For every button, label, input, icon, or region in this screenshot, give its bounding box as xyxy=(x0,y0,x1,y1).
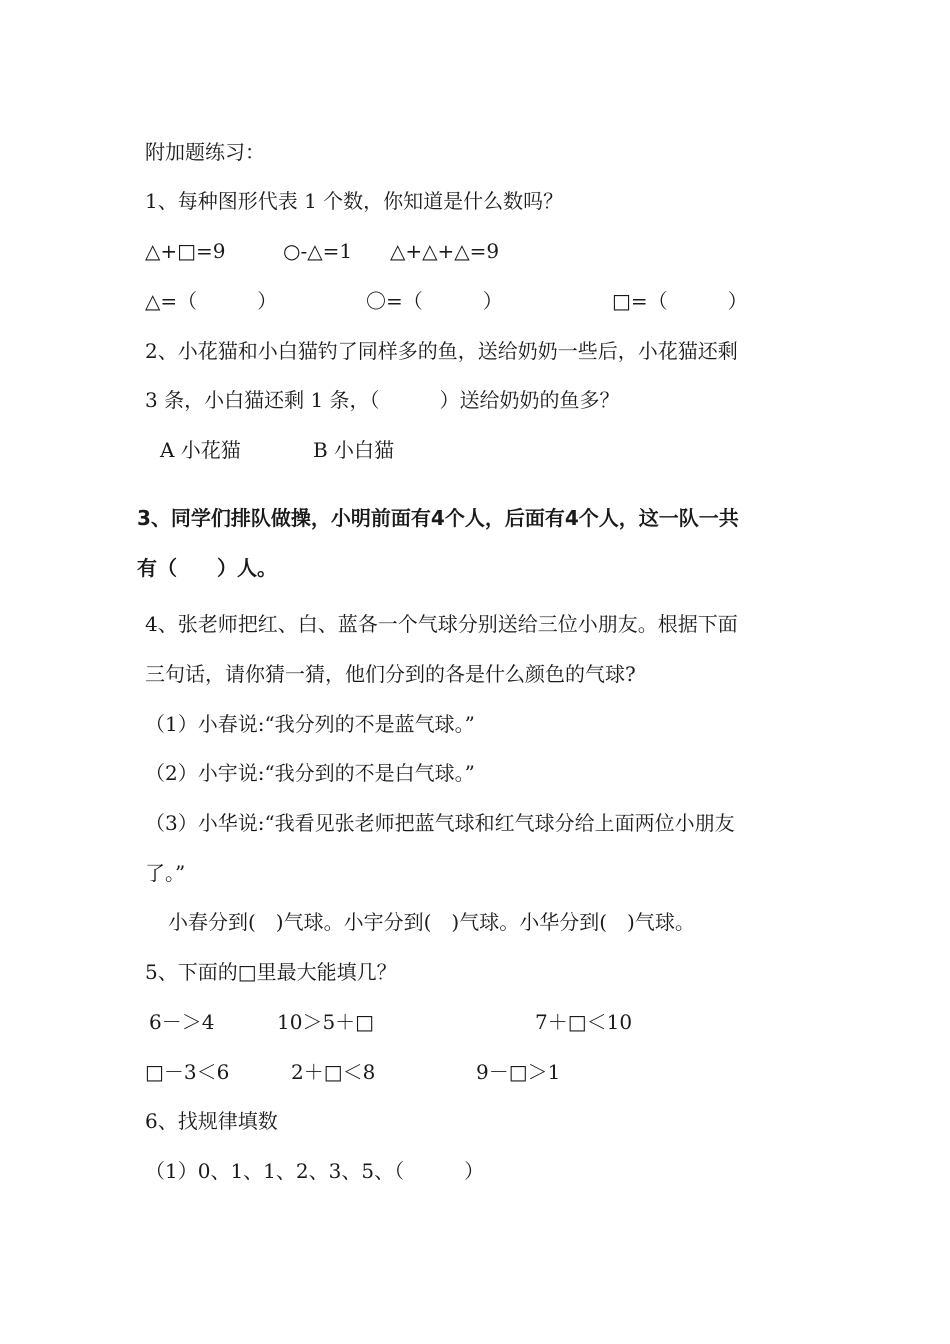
q5-r1c2: 10＞5＋□ xyxy=(277,1010,375,1034)
q2-option-b: B 小白猫 xyxy=(313,438,395,462)
q4-line-2: 三句话，请你猜一猜，他们分到的各是什么颜色的气球? xyxy=(145,662,636,686)
q2-line-2: 3 条，小白猫还剩 1 条，（ ）送给奶奶的鱼多？ xyxy=(145,388,620,412)
q3-line-2: 有（ ）人。 xyxy=(137,556,277,580)
q5-r2c3: 9－□＞1 xyxy=(476,1060,561,1084)
q2-option-a: A 小花猫 xyxy=(160,438,241,462)
q5-r1c3: 7＋□＜10 xyxy=(535,1010,633,1034)
q1-equation-1: △+□=9 xyxy=(145,239,226,263)
q1-answer-triangle: △=（ ） xyxy=(145,289,278,313)
q1-prompt: 1、每种图形代表 1 个数，你知道是什么数吗？ xyxy=(145,189,564,213)
q6-sequence-1: （1）0、1、1、2、3、5、（ ） xyxy=(145,1159,485,1183)
heading: 附加题练习： xyxy=(145,140,265,164)
q1-answer-circle: 〇=（ ） xyxy=(366,289,503,313)
q1-equation-2: ○-△=1 xyxy=(283,239,353,263)
q4-statement-1: （1）小春说:“我分列的不是蓝气球。” xyxy=(145,712,475,736)
q1-answer-square: □=（ ） xyxy=(612,289,748,313)
q4-statement-3-line-2: 了。” xyxy=(145,861,186,885)
q4-answer: 小春分到( )气球。小宇分到( )气球。小华分到( )气球。 xyxy=(168,910,695,934)
q6-prompt: 6、找规律填数 xyxy=(145,1109,278,1133)
q5-r2c2: 2＋□＜8 xyxy=(291,1060,376,1084)
q3-line-1: 3、同学们排队做操，小明前面有4个人，后面有4个人，这一队一共 xyxy=(137,506,739,530)
q4-statement-3-line-1: （3）小华说:“我看见张老师把蓝气球和红气球分给上面两位小朋友 xyxy=(145,811,735,835)
q4-line-1: 4、张老师把红、白、蓝各一个气球分别送给三位小朋友。根据下面 xyxy=(145,612,738,636)
q5-r1c1: 6－＞4 xyxy=(149,1010,215,1034)
q1-equation-3: △+△+△=9 xyxy=(390,239,500,263)
q5-prompt: 5、下面的□里最大能填几？ xyxy=(145,960,397,984)
q4-statement-2: （2）小宇说:“我分到的不是白气球。” xyxy=(145,761,475,785)
q2-line-1: 2、小花猫和小白猫钓了同样多的鱼，送给奶奶一些后，小花猫还剩 xyxy=(145,339,738,363)
q5-r2c1: □－3＜6 xyxy=(145,1060,230,1084)
